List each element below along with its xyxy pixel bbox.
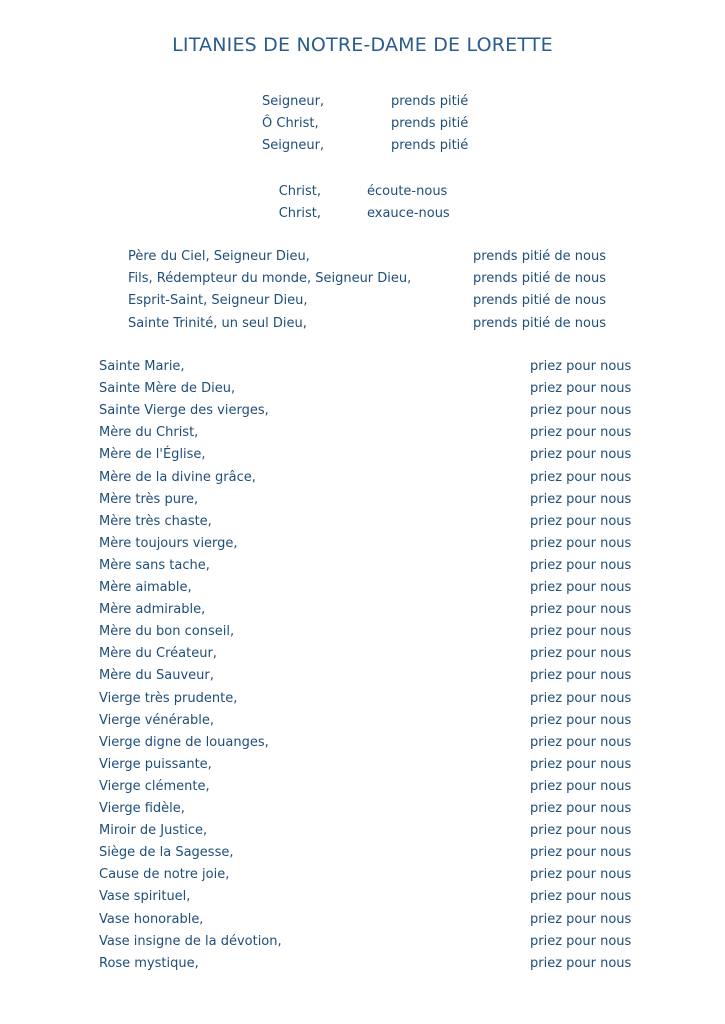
response-text: priez pour nous bbox=[530, 535, 632, 551]
invocations-line bbox=[0, 425, 725, 441]
invocations-line bbox=[0, 779, 725, 795]
invocation-text: Vierge très prudente, bbox=[99, 690, 238, 706]
response-text: priez pour nous bbox=[530, 646, 632, 662]
invocations-line bbox=[0, 359, 725, 375]
response-text: priez pour nous bbox=[530, 845, 632, 861]
trinity-line bbox=[0, 316, 725, 332]
invocation-text: Vierge clémente, bbox=[99, 778, 210, 794]
invocations-line bbox=[0, 536, 725, 552]
response-text: priez pour nous bbox=[530, 381, 632, 397]
kyrie-line bbox=[0, 116, 725, 132]
response-text: prends pitié de nous bbox=[473, 271, 606, 287]
response-text: priez pour nous bbox=[530, 867, 632, 883]
invocations-line bbox=[0, 801, 725, 817]
invocation-text: Père du Ciel, Seigneur Dieu, bbox=[128, 249, 310, 264]
invocations-line bbox=[0, 735, 725, 751]
invocation-text: Ô Christ, bbox=[262, 116, 319, 131]
response-text: prends pitié de nous bbox=[473, 315, 606, 331]
invocation-text: Seigneur, bbox=[262, 94, 325, 109]
invocation-text: Mère de la divine grâce, bbox=[99, 469, 256, 485]
response-text: exauce-nous bbox=[367, 206, 450, 221]
trinity-line bbox=[0, 249, 725, 265]
invocation-text: Seigneur, bbox=[262, 138, 325, 153]
invocation-text: Vase honorable, bbox=[99, 911, 204, 927]
invocation-text: Mère du Sauveur, bbox=[99, 668, 214, 684]
invocation-text: Vase insigne de la dévotion, bbox=[99, 933, 282, 949]
invocation-text: Mère du bon conseil, bbox=[99, 624, 235, 640]
invocation-text: Mère admirable, bbox=[99, 602, 206, 618]
christe-line bbox=[0, 184, 725, 200]
invocations-line bbox=[0, 691, 725, 707]
response-text: priez pour nous bbox=[530, 889, 632, 905]
invocations-line bbox=[0, 668, 725, 684]
invocation-text: Sainte Vierge des vierges, bbox=[99, 403, 269, 419]
response-text: priez pour nous bbox=[530, 359, 632, 374]
invocations-line bbox=[0, 403, 725, 419]
invocation-text: Christ, bbox=[278, 206, 321, 221]
response-text: priez pour nous bbox=[530, 513, 632, 529]
response-text: écoute-nous bbox=[367, 184, 448, 199]
response-text: priez pour nous bbox=[530, 447, 632, 463]
response-text: priez pour nous bbox=[530, 712, 632, 728]
response-text: priez pour nous bbox=[530, 557, 632, 573]
invocations-line bbox=[0, 934, 725, 950]
invocations-line bbox=[0, 514, 725, 530]
invocations-line bbox=[0, 492, 725, 508]
invocation-text: Mère du Christ, bbox=[99, 425, 199, 441]
response-text: prends pitié bbox=[391, 138, 469, 153]
invocations-line bbox=[0, 956, 725, 972]
invocation-text: Sainte Marie, bbox=[99, 359, 185, 374]
invocations-line bbox=[0, 470, 725, 486]
invocations-line bbox=[0, 624, 725, 640]
invocations-line bbox=[0, 757, 725, 773]
invocation-text: Mère très pure, bbox=[99, 491, 199, 507]
invocations-line bbox=[0, 867, 725, 883]
invocation-text: Fils, Rédempteur du monde, Seigneur Dieu, bbox=[128, 271, 412, 287]
response-text: priez pour nous bbox=[530, 734, 632, 750]
response-text: priez pour nous bbox=[530, 933, 632, 949]
response-text: prends pitié bbox=[391, 94, 469, 109]
invocations-line bbox=[0, 912, 725, 928]
invocations-line bbox=[0, 713, 725, 729]
invocations-line bbox=[0, 845, 725, 861]
invocation-text: Mère toujours vierge, bbox=[99, 535, 238, 551]
invocation-text: Mère aimable, bbox=[99, 580, 192, 595]
kyrie-line bbox=[0, 138, 725, 154]
invocations-line bbox=[0, 646, 725, 662]
response-text: priez pour nous bbox=[530, 425, 632, 441]
response-text: priez pour nous bbox=[530, 602, 632, 618]
invocation-text: Esprit-Saint, Seigneur Dieu, bbox=[128, 293, 308, 309]
invocation-text: Rose mystique, bbox=[99, 955, 199, 971]
trinity-line bbox=[0, 293, 725, 309]
response-text: priez pour nous bbox=[530, 403, 632, 419]
invocation-text: Vierge vénérable, bbox=[99, 712, 214, 728]
invocations-line bbox=[0, 447, 725, 463]
response-text: priez pour nous bbox=[530, 690, 632, 706]
invocations-line bbox=[0, 823, 725, 839]
christe-line bbox=[0, 206, 725, 222]
invocation-text: Sainte Trinité, un seul Dieu, bbox=[128, 315, 307, 331]
invocations-line bbox=[0, 580, 725, 596]
invocations-line bbox=[0, 381, 725, 397]
response-text: priez pour nous bbox=[530, 469, 632, 485]
response-text: priez pour nous bbox=[530, 580, 632, 595]
invocation-text: Vierge digne de louanges, bbox=[99, 734, 269, 750]
invocation-text: Mère sans tache, bbox=[99, 557, 210, 573]
response-text: prends pitié de nous bbox=[473, 249, 606, 264]
invocations-line bbox=[0, 602, 725, 618]
invocations-line bbox=[0, 558, 725, 574]
response-text: priez pour nous bbox=[530, 823, 632, 839]
invocations-line bbox=[0, 889, 725, 905]
kyrie-line bbox=[0, 94, 725, 110]
response-text: priez pour nous bbox=[530, 955, 632, 971]
invocation-text: Vierge puissante, bbox=[99, 756, 212, 772]
response-text: priez pour nous bbox=[530, 491, 632, 507]
invocation-text: Mère du Créateur, bbox=[99, 646, 217, 662]
invocation-text: Vierge fidèle, bbox=[99, 801, 185, 816]
response-text: priez pour nous bbox=[530, 801, 632, 816]
response-text: priez pour nous bbox=[530, 756, 632, 772]
response-text: priez pour nous bbox=[530, 911, 632, 927]
response-text: priez pour nous bbox=[530, 668, 632, 684]
response-text: prends pitié de nous bbox=[473, 293, 606, 309]
invocation-text: Mère très chaste, bbox=[99, 513, 212, 529]
response-text: priez pour nous bbox=[530, 624, 632, 640]
invocation-text: Christ, bbox=[278, 184, 321, 199]
page-title: LITANIES DE NOTRE-DAME DE LORETTE bbox=[172, 34, 553, 56]
invocation-text: Mère de l'Église, bbox=[99, 447, 206, 463]
invocation-text: Cause de notre joie, bbox=[99, 867, 230, 883]
response-text: priez pour nous bbox=[530, 778, 632, 794]
invocation-text: Miroir de Justice, bbox=[99, 823, 208, 839]
invocation-text: Vase spirituel, bbox=[99, 889, 191, 905]
response-text: prends pitié bbox=[391, 116, 469, 131]
invocation-text: Siège de la Sagesse, bbox=[99, 845, 234, 861]
trinity-line bbox=[0, 271, 725, 287]
invocation-text: Sainte Mère de Dieu, bbox=[99, 381, 236, 397]
